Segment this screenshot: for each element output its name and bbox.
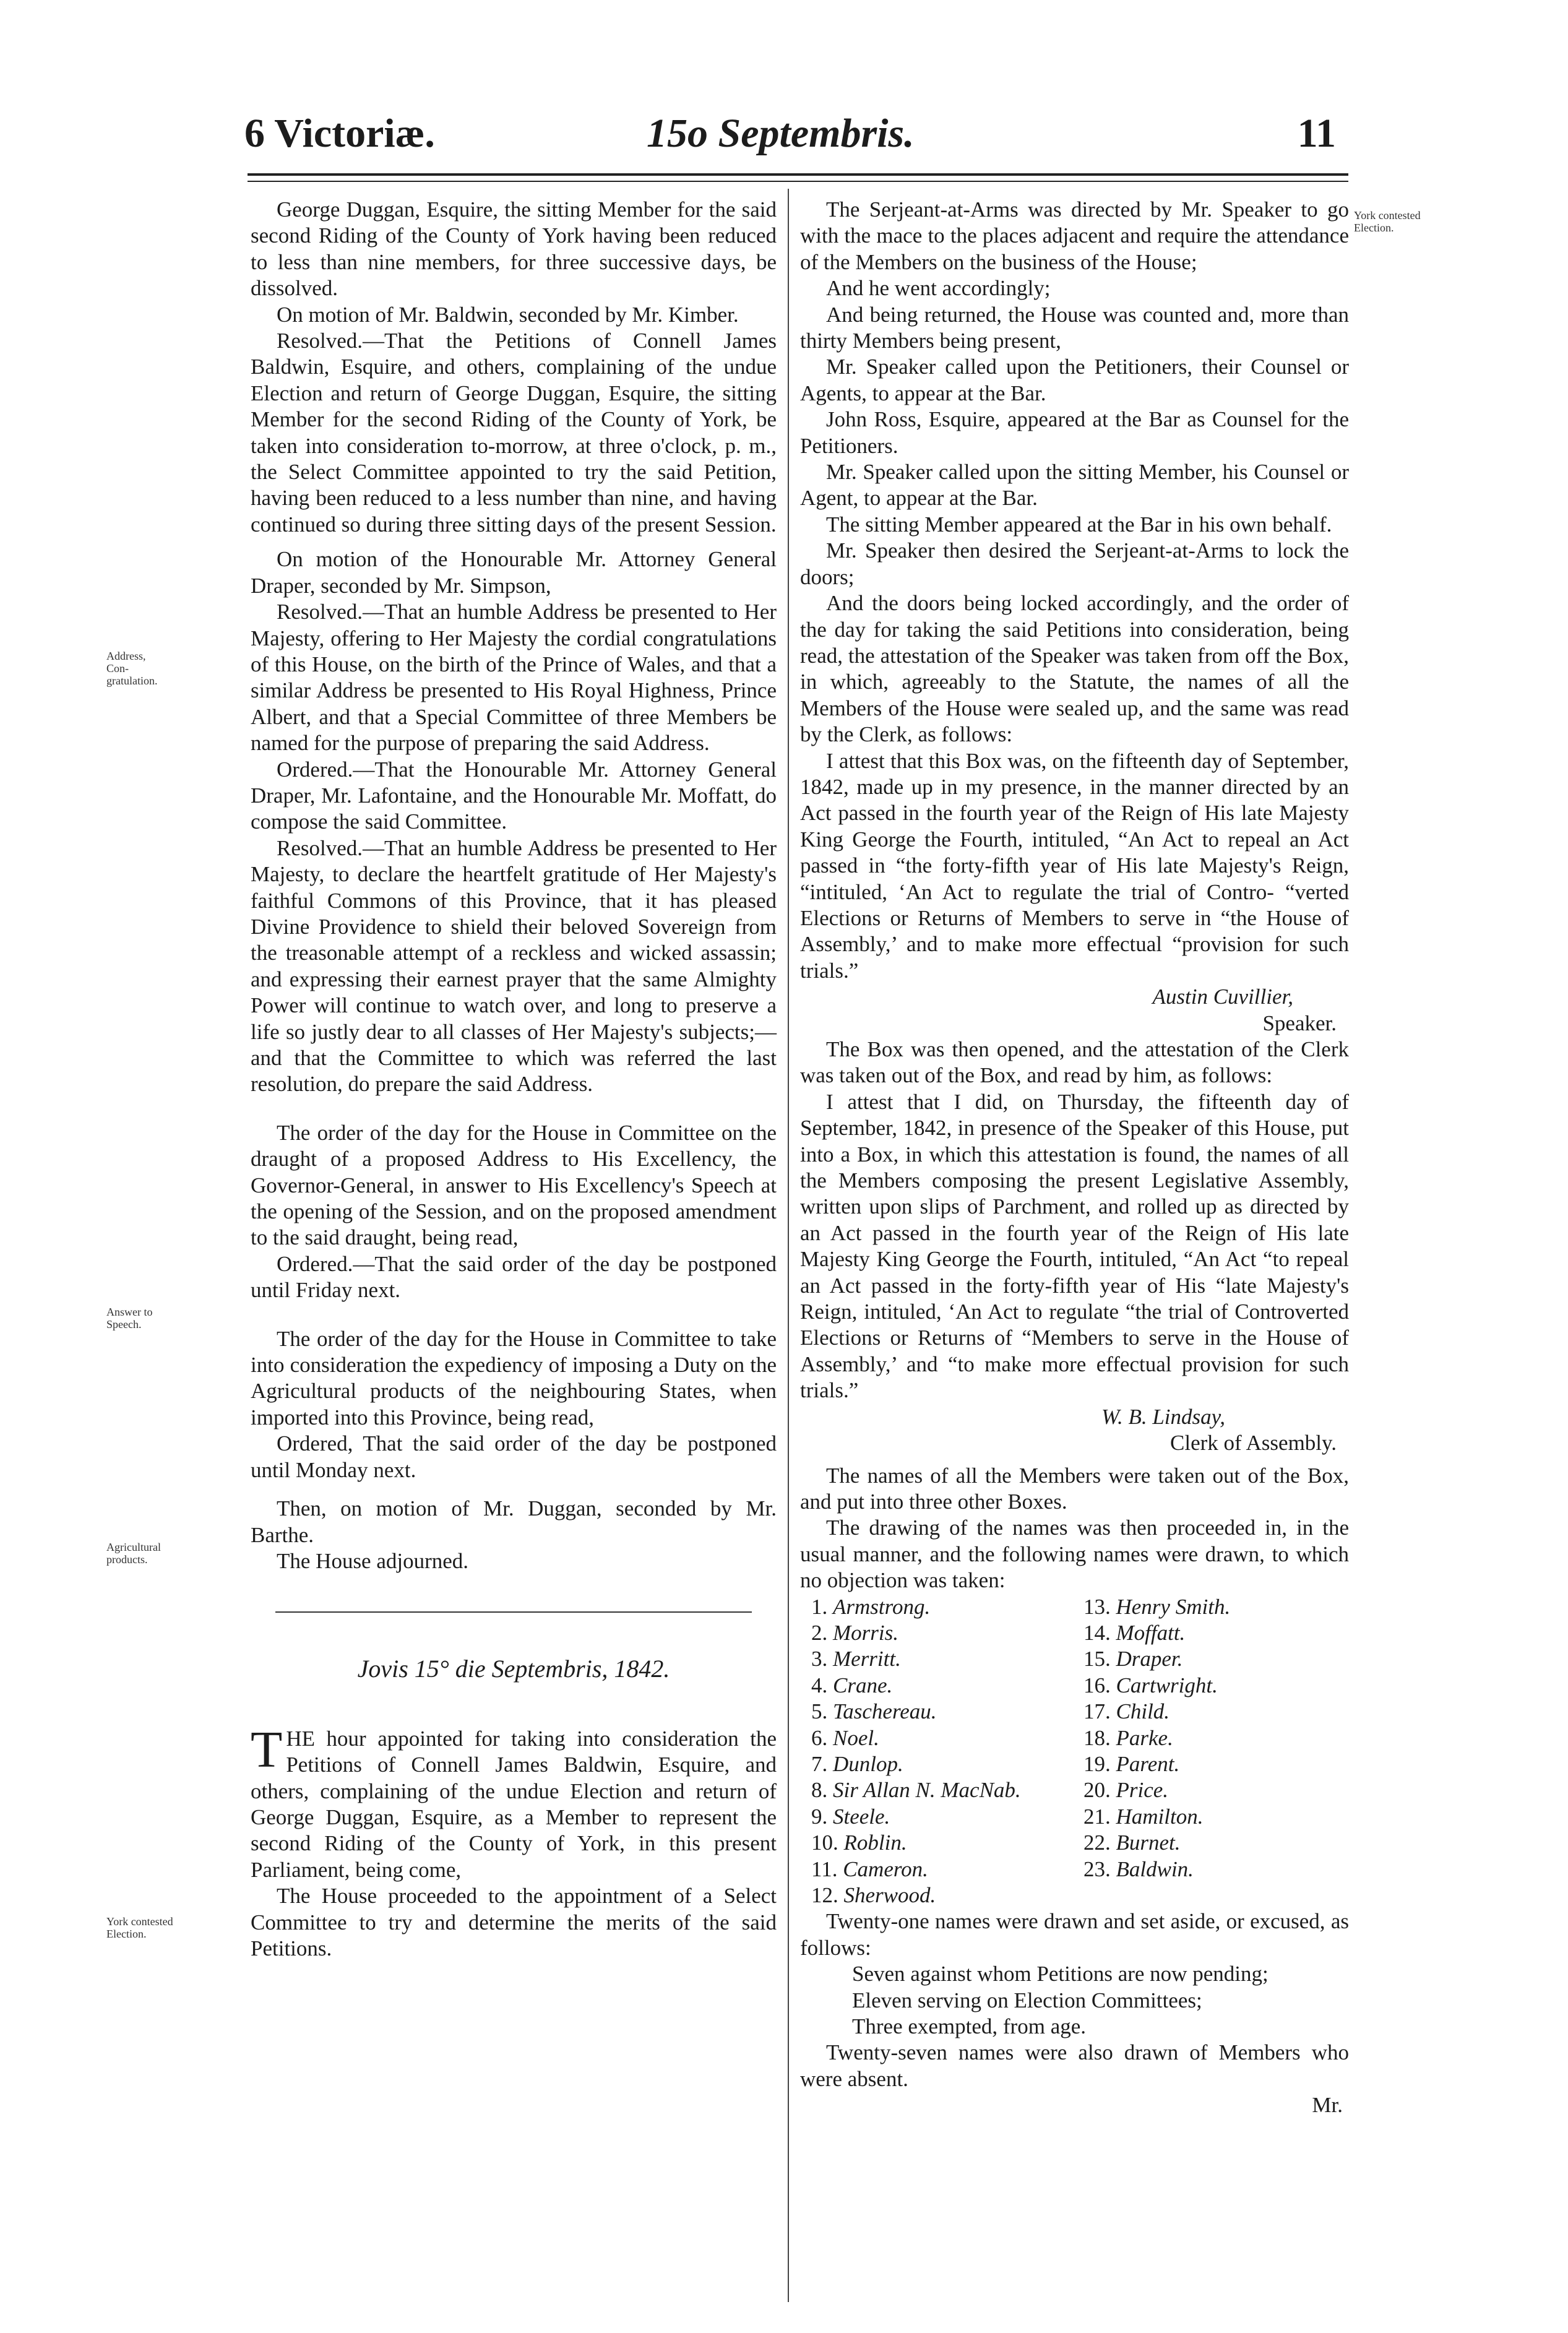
- drawn-name-number: 7.: [811, 1751, 828, 1776]
- drawn-name-number: 21.: [1083, 1804, 1111, 1829]
- drawn-name: [811, 1804, 1083, 1830]
- drop-cap: T: [251, 1720, 283, 1779]
- right-paragraph: The drawing of the names was then proceeded in, in the usual manner, and the following names were drawn, to which no objection was taken:: [800, 1516, 1349, 1593]
- margin-note-york-contested-left: York contested Election.: [106, 1915, 173, 1940]
- left-paragraph: George Duggan, Esquire, the sitting Member for the said second Riding of the County of York having been reduced to less than nine members, for three successive days, be dissolved.: [251, 197, 777, 301]
- drawn-name-number: 8.: [811, 1778, 828, 1803]
- right-paragraph: The Serjeant-at-Arms was directed by Mr. Speaker to go with the mace to the places adjacent and require the attendance of the Members on the business of the House;: [800, 197, 1349, 274]
- drawn-name-number: 14.: [1083, 1620, 1111, 1645]
- drawn-name: [1083, 1673, 1349, 1699]
- drawn-name-text: Taschereau.: [833, 1699, 937, 1724]
- drawn-name-number: 18.: [1083, 1725, 1111, 1750]
- drawn-name-text: Crane.: [833, 1673, 893, 1697]
- drawn-name-number: 10.: [811, 1831, 838, 1855]
- right-paragraph: Three exempted, from age.: [852, 2014, 1087, 2039]
- right-paragraph: The sitting Member appeared at the Bar in his own behalf.: [826, 512, 1332, 537]
- drawn-name-text: Morris.: [833, 1620, 898, 1645]
- drawn-name: [811, 1699, 1083, 1725]
- column-divider: [788, 189, 789, 2302]
- drawn-name: [1083, 1725, 1349, 1751]
- drawn-name: [811, 1646, 1083, 1672]
- sitting-date: Jovis 15° die Septembris, 1842.: [357, 1655, 670, 1683]
- drawn-name-number: 11.: [811, 1856, 838, 1881]
- margin-note-york-contested-right: York contested Election.: [1354, 209, 1421, 234]
- header-rule-thin: [248, 181, 1348, 182]
- drawn-name: [811, 1620, 1083, 1646]
- drawn-name-text: Sherwood.: [843, 1883, 936, 1907]
- speaker-attestation: I attest that this Box was, on the fifteenth day of September, 1842, made up in my presence, in the manner directed by an Act passed in the fourth year of the Reign of His late Majesty King George the Fourth, intituled, “An Act to repeal an Act passed in “the forty-fifth year of His late Majesty's Reign, “intituled, ‘An Act to regulate the trial of Contro- “verted Elections or Returns of Members to serve in “the House of Assembly,’ and to make more effectual “provision for such trials.”: [800, 748, 1349, 983]
- drawn-name-number: 9.: [811, 1804, 828, 1829]
- drawn-name-text: Burnet.: [1116, 1831, 1181, 1855]
- drawn-name: [811, 1673, 1083, 1699]
- drawn-name: [811, 1830, 1083, 1856]
- left-paragraph: Ordered.—That the said order of the day be postponed until Friday next.: [251, 1251, 777, 1303]
- left-column: [251, 197, 777, 1962]
- drawn-name-number: 6.: [811, 1725, 828, 1750]
- drawn-name: [811, 1751, 1083, 1777]
- drawn-name-text: Sir Allan N. MacNab.: [833, 1778, 1021, 1803]
- drawn-name: [811, 1725, 1083, 1751]
- right-paragraph: The names of all the Members were taken out of the Box, and put into three other Boxes.: [800, 1463, 1349, 1514]
- drawn-name-number: 4.: [811, 1673, 828, 1697]
- drawn-name: [1083, 1830, 1349, 1856]
- drawn-name-text: Price.: [1116, 1778, 1169, 1803]
- speaker-title: Speaker.: [1262, 1011, 1337, 1035]
- left-paragraph: Ordered.—That the Honourable Mr. Attorney General Draper, Mr. Lafontaine, and the Honourable Mr. Moffatt, do compose the said Committee.: [251, 757, 777, 834]
- left-paragraph: The House proceeded to the appointment of a Select Committee to try and determine the merits of the said Petitions.: [251, 1884, 777, 1960]
- drawn-name: [1083, 1856, 1349, 1882]
- drawn-name: [1083, 1646, 1349, 1672]
- right-paragraph: And being returned, the House was counted and, more than thirty Members being present,: [800, 302, 1349, 353]
- drawn-name-text: Moffatt.: [1116, 1620, 1186, 1645]
- drawn-name-text: Child.: [1116, 1699, 1170, 1724]
- drawn-name-text: Parent.: [1116, 1751, 1180, 1776]
- right-paragraph: Mr. Speaker called upon the sitting Member, his Counsel or Agent, to appear at the Bar.: [800, 460, 1349, 511]
- drawn-name-text: Cameron.: [843, 1856, 928, 1881]
- drawn-name: [811, 1594, 1083, 1620]
- margin-note-address-congratulation: Address, Con- gratulation.: [106, 650, 158, 687]
- drawn-name: [1083, 1751, 1349, 1777]
- drawn-name-number: 15.: [1083, 1647, 1111, 1671]
- right-paragraph: The Box was then opened, and the attestation of the Clerk was taken out of the Box, and read by him, as follows:: [800, 1037, 1349, 1088]
- drawn-name-text: Noel.: [833, 1725, 879, 1750]
- drawn-name-number: 13.: [1083, 1594, 1111, 1619]
- drawn-name: [811, 1856, 1083, 1882]
- running-head-left: 6 Victoriæ.: [244, 111, 435, 156]
- drawn-name: [1083, 1777, 1349, 1803]
- drawn-name-text: Hamilton.: [1116, 1804, 1204, 1829]
- left-paragraph: The order of the day for the House in Committee on the draught of a proposed Address to His Excellency, the Governor-General, in answer to His Excellency's Speech at the opening of the Session, and on the proposed amendment to the said draught, being read,: [251, 1120, 777, 1250]
- drawn-name: [811, 1882, 1083, 1908]
- left-paragraph: Then, on motion of Mr. Duggan, seconded by Mr. Barthe.: [251, 1496, 777, 1547]
- left-paragraph: Ordered, That the said order of the day be postponed until Monday next.: [251, 1431, 777, 1482]
- right-column: [800, 197, 1349, 2119]
- speaker-signature: Austin Cuvillier,: [1152, 985, 1293, 1009]
- left-paragraph: The House adjourned.: [277, 1548, 469, 1573]
- drawn-name-number: 1.: [811, 1594, 828, 1619]
- drawn-name-number: 2.: [811, 1620, 828, 1645]
- drawn-name-text: Steele.: [833, 1804, 890, 1829]
- right-paragraph: And the doors being locked accordingly, and the order of the day for taking the said Petitions into consideration, being read, the attestation of the Speaker was taken from off the Box, in which, agreeably to the Statute, the names of all the Members of the House were sealed up, and the same was read by the Clerk, as follows:: [800, 591, 1349, 747]
- drawn-name-text: Armstrong.: [833, 1594, 931, 1619]
- drawn-name-number: 19.: [1083, 1751, 1111, 1776]
- drawn-name-number: 20.: [1083, 1778, 1111, 1803]
- drawn-name-number: 23.: [1083, 1856, 1111, 1881]
- drawn-names-list: [800, 1594, 1349, 1909]
- catchword: Mr.: [1312, 2093, 1343, 2118]
- right-paragraph: Twenty-one names were drawn and set aside, or excused, as follows:: [800, 1909, 1349, 1960]
- right-paragraph: And he went accordingly;: [826, 276, 1051, 301]
- left-paragraph: Resolved.—That the Petitions of Connell James Baldwin, Esquire, and others, complaining of the undue Election and return of George Duggan, Esquire, the sitting Member for the second Riding of the County of York, be taken into consideration to-morrow, at three o'clock, p. m., the Select Committee appointed to try the said Petition, having been reduced to a less number than nine, and having continued so during three sitting days of the present Session.: [251, 329, 777, 537]
- drawn-name: [1083, 1620, 1349, 1646]
- drawn-name: [1083, 1882, 1349, 1908]
- right-paragraph: Mr. Speaker called upon the Petitioners, their Counsel or Agents, to appear at the Bar.: [800, 355, 1349, 405]
- left-paragraph: Resolved.—That an humble Address be presented to Her Majesty, offering to Her Majesty the cordial congratulations of this House, on the birth of the Prince of Wales, and that a similar Address be presented to His Royal Highness, Prince Albert, and that a Special Committee of three Members be named for the purpose of preparing the said Address.: [251, 600, 777, 756]
- running-head-center: 15o Septembris.: [647, 111, 915, 156]
- right-paragraph: Twenty-seven names were also drawn of Members who were absent.: [800, 2040, 1349, 2091]
- left-paragraph: Resolved.—That an humble Address be presented to Her Majesty, to declare the heartfelt gratitude of Her Majesty's faithful Commons of this Province, that it has pleased Divine Providence to shield their beloved Sovereign from the treasonable attempt of a reckless and wicked assassin; and expressing their earnest prayer that the same Almighty Power will continue to watch over, and long to preserve a life so justly dear to all classes of Her Majesty's subjects;—and that the Committee to which was referred the last resolution, do prepare the said Address.: [251, 835, 777, 1097]
- drawn-name: [1083, 1804, 1349, 1830]
- drawn-name: [1083, 1699, 1349, 1725]
- margin-note-agricultural-products: Agricultural products.: [106, 1541, 161, 1566]
- drawn-name-text: Draper.: [1116, 1647, 1183, 1671]
- drawn-name-number: 17.: [1083, 1699, 1111, 1724]
- drawn-name-number: 5.: [811, 1699, 828, 1724]
- right-paragraph: Mr. Speaker then desired the Serjeant-at-Arms to lock the doors;: [800, 538, 1349, 589]
- left-paragraph: On motion of the Honourable Mr. Attorney General Draper, seconded by Mr. Simpson,: [251, 547, 777, 598]
- left-paragraph: HE hour appointed for taking into consideration the Petitions of Connell James Baldwin, Esquire, and others, complaining of the undue Election and return of George Duggan, Esquire, as a Member to represent the second Riding of the County of York, in this present Parliament, being come,: [251, 1726, 777, 1882]
- right-paragraph: John Ross, Esquire, appeared at the Bar as Counsel for the Petitioners.: [800, 407, 1349, 458]
- drawn-name: [1083, 1594, 1349, 1620]
- drawn-name: [811, 1777, 1083, 1803]
- drawn-name-text: Cartwright.: [1116, 1673, 1218, 1697]
- drawn-name-text: Roblin.: [843, 1831, 907, 1855]
- drawn-name-number: 16.: [1083, 1673, 1111, 1697]
- drawn-name-text: Henry Smith.: [1116, 1594, 1231, 1619]
- drawn-name-text: Merritt.: [833, 1647, 901, 1671]
- drawn-name-number: 3.: [811, 1647, 828, 1671]
- clerk-title: Clerk of Assembly.: [1170, 1431, 1337, 1455]
- drawn-name-text: Parke.: [1116, 1725, 1173, 1750]
- left-paragraph: On motion of Mr. Baldwin, seconded by Mr. Kimber.: [277, 302, 739, 327]
- drawn-name-text: Baldwin.: [1116, 1856, 1194, 1881]
- drawn-name-number: 22.: [1083, 1831, 1111, 1855]
- clerk-attestation: I attest that I did, on Thursday, the fifteenth day of September, 1842, in presence of the Speaker of this House, put into a Box, in which this attestation is found, the names of all the Members composing the present Legislative Assembly, written upon slips of Parchment, and rolled up as directed by an Act passed in the fourth year of the Reign of His late Majesty King George the Fourth, intituled, “An Act “to repeal an Act passed in the forty-fifth year of His “late Majesty's Reign, intituled, ‘An Act to regulate “the trial of Controverted Elections or Returns of “Members to serve in the House of Assembly,’ and “to make more effectual provision for such trials.”: [800, 1089, 1349, 1403]
- clerk-signature: W. B. Lindsay,: [1101, 1404, 1225, 1429]
- left-paragraph: The order of the day for the House in Committee to take into consideration the expediency of imposing a Duty on the Agricultural products of the neighbouring States, when imported into this Province, being read,: [251, 1326, 777, 1430]
- right-paragraph: Eleven serving on Election Committees;: [852, 1988, 1202, 2012]
- drawn-name-text: Dunlop.: [833, 1751, 903, 1776]
- margin-note-answer-to-speech: Answer to Speech.: [106, 1306, 153, 1330]
- header-rule-thick: [248, 173, 1348, 176]
- right-paragraph: Seven against whom Petitions are now pending;: [852, 1962, 1269, 1986]
- page-number: 11: [1297, 111, 1336, 156]
- drawn-name-number: 12.: [811, 1883, 838, 1907]
